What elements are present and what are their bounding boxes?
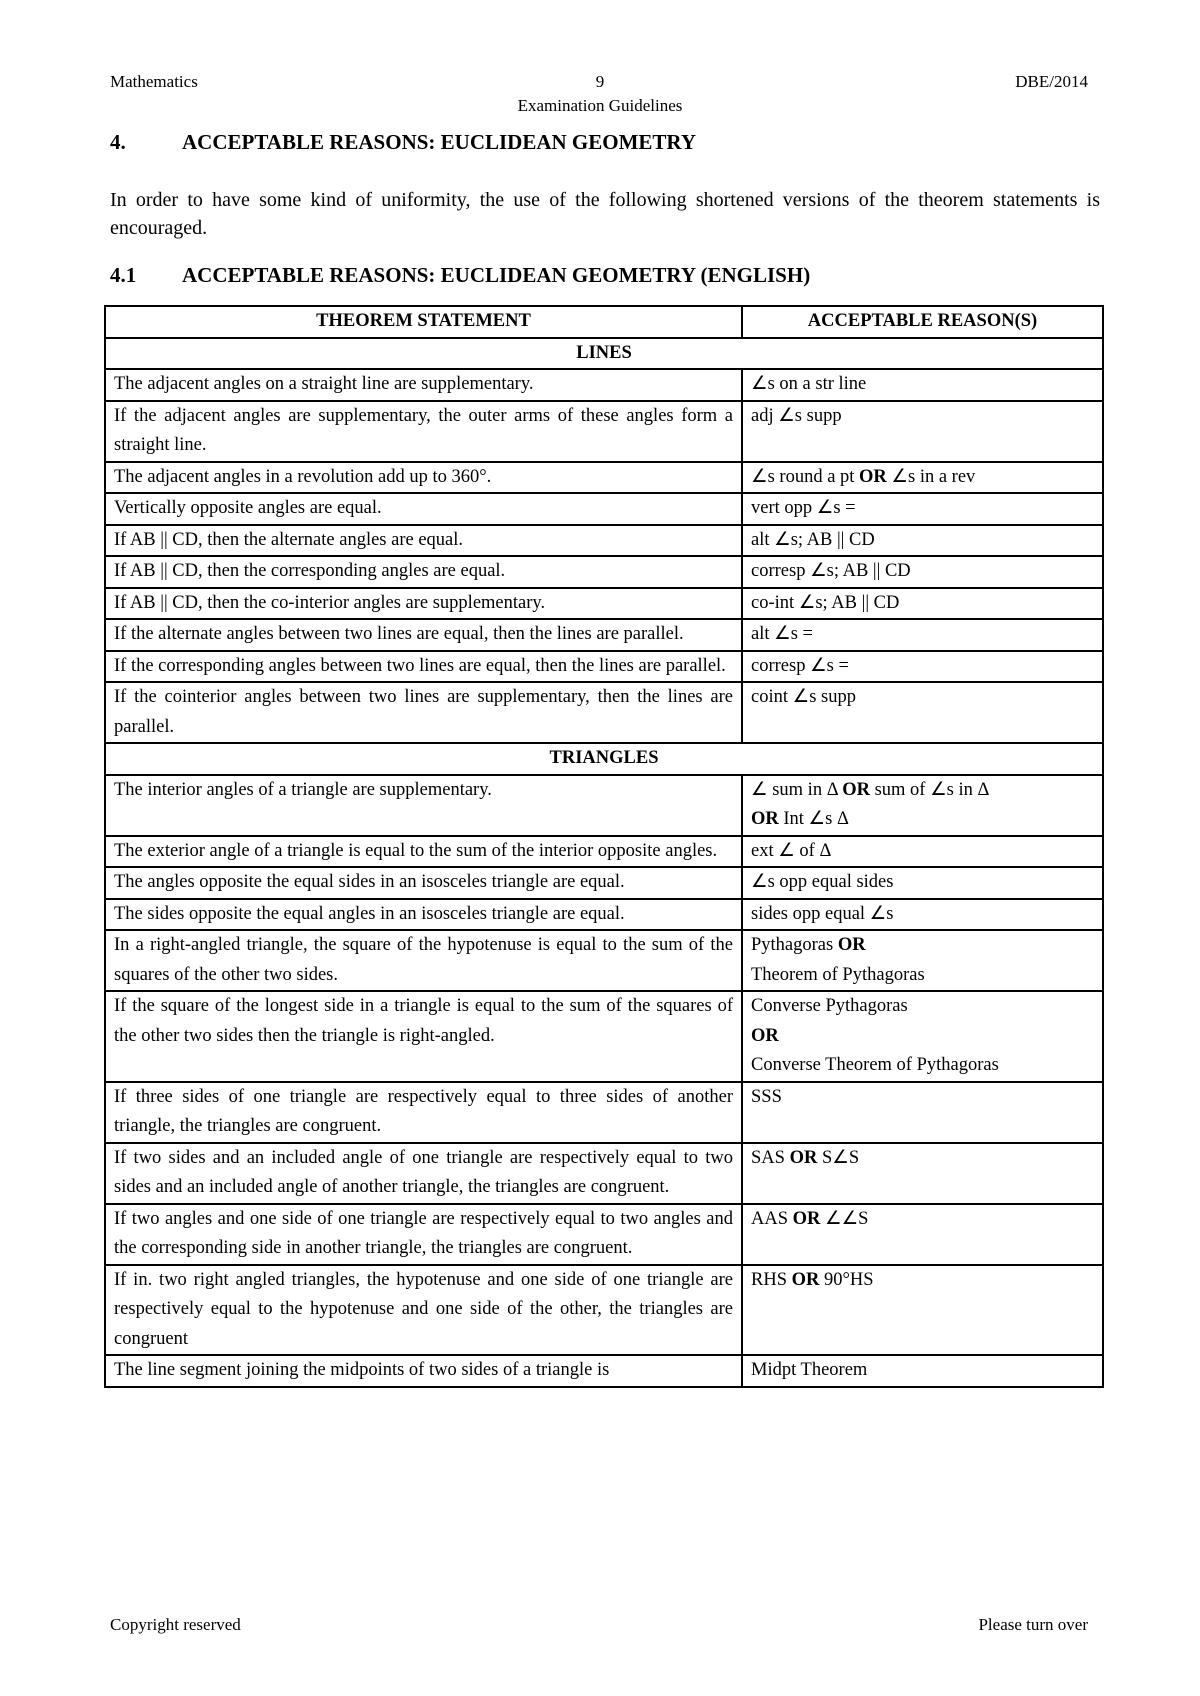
table-row: [105, 1204, 1103, 1265]
reason-line: SSS: [751, 1086, 782, 1107]
theorem-statement: If the adjacent angles are supplementary, the outer arms of these angles form a straight line.: [105, 401, 742, 462]
reason-line: RHS OR 90°HS: [751, 1269, 874, 1290]
table-row: [105, 930, 1103, 991]
header-subtitle: Examination Guidelines: [517, 96, 683, 115]
theorem-statement: If two angles and one side of one triangle are respectively equal to two angles and the corresponding side in another triangle, the triangles are congruent.: [105, 1204, 742, 1265]
table-header-row: [105, 306, 1103, 338]
intro-paragraph: In order to have some kind of uniformity, the use of the following shortened versions of the theorem statements is encouraged.: [110, 189, 1100, 239]
lines-heading-label: LINES: [105, 338, 1103, 370]
acceptable-reason: [742, 836, 1103, 868]
table-row: [105, 525, 1103, 557]
reason-line: SAS OR S∠S: [751, 1147, 860, 1168]
theorem-statement: The sides opposite the equal angles in an isosceles triangle are equal.: [105, 899, 742, 931]
header-subject: Mathematics: [110, 72, 198, 91]
theorem-statement: If in. two right angled triangles, the hypotenuse and one side of one triangle are respectively equal to the hypotenuse and one side of the other, the triangles are congruent: [105, 1265, 742, 1356]
acceptable-reason: [742, 930, 1103, 991]
table-row: [105, 493, 1103, 525]
table-row: [105, 651, 1103, 683]
reason-line: ext ∠ of Δ: [751, 840, 832, 861]
table-row: [105, 1265, 1103, 1356]
table-row: [105, 1355, 1103, 1387]
theorem-statement: In a right-angled triangle, the square of the hypotenuse is equal to the sum of the squares of the other two sides.: [105, 930, 742, 991]
theorem-statement: If the alternate angles between two lines are equal, then the lines are parallel.: [105, 619, 742, 651]
page-number: 9: [595, 72, 605, 91]
acceptable-reason: [742, 775, 1103, 836]
acceptable-reason: [742, 1143, 1103, 1204]
acceptable-reason: vert opp ∠s =: [742, 493, 1103, 525]
acceptable-reason: ∠s on a str line: [742, 369, 1103, 401]
table-row: [105, 899, 1103, 931]
acceptable-reason: co-int ∠s; AB || CD: [742, 588, 1103, 620]
theorem-statement: If the cointerior angles between two lines are supplementary, then the lines are parallel.: [105, 682, 742, 743]
table-row: [105, 369, 1103, 401]
acceptable-reason: [742, 867, 1103, 899]
theorem-statement: If three sides of one triangle are respectively equal to three sides of another triangle, the triangles are congruent.: [105, 1082, 742, 1143]
table-row: [105, 682, 1103, 743]
table-row: [105, 775, 1103, 836]
reason-line: Converse Pythagoras: [751, 996, 908, 1016]
theorem-statement: The adjacent angles in a revolution add up to 360°.: [105, 462, 742, 494]
section-4-title: ACCEPTABLE REASONS: EUCLIDEAN GEOMETRY: [182, 130, 697, 154]
section-4-1-heading: [110, 263, 810, 288]
section-4-1-title: ACCEPTABLE REASONS: EUCLIDEAN GEOMETRY (ENGLISH): [182, 263, 811, 287]
acceptable-reason: [742, 1204, 1103, 1265]
acceptable-reason: alt ∠s; AB || CD: [742, 525, 1103, 557]
acceptable-reason: corresp ∠s; AB || CD: [742, 556, 1103, 588]
acceptable-reason: [742, 899, 1103, 931]
reason-line: sides opp equal ∠s: [751, 903, 894, 924]
acceptable-reason: [742, 1265, 1103, 1356]
footer-copyright: Copyright reserved: [110, 1615, 241, 1634]
triangles-heading-label: TRIANGLES: [105, 743, 1103, 775]
section-4-heading: [110, 130, 696, 155]
theorem-statement: The adjacent angles on a straight line are supplementary.: [105, 369, 742, 401]
theorem-statement: If AB || CD, then the alternate angles are equal.: [105, 525, 742, 557]
col-header-reason: ACCEPTABLE REASON(S): [742, 306, 1103, 338]
acceptable-reason: [742, 991, 1103, 1082]
footer-turn-over: Please turn over: [978, 1615, 1088, 1634]
table-row: [105, 401, 1103, 462]
reason-line: OR: [751, 1025, 779, 1046]
reason-line: Theorem of Pythagoras: [751, 964, 925, 985]
reason-line: ∠s opp equal sides: [751, 872, 894, 892]
reason-line: Midpt Theorem: [751, 1360, 868, 1380]
theorem-statement: The line segment joining the midpoints of two sides of a triangle is: [105, 1355, 742, 1387]
col-header-statement: THEOREM STATEMENT: [105, 306, 742, 338]
table-row: [105, 991, 1103, 1082]
theorem-statement: If AB || CD, then the co-interior angles are supplementary.: [105, 588, 742, 620]
triangles-heading: [105, 743, 1103, 775]
theorem-statement: If the square of the longest side in a triangle is equal to the sum of the squares of the other two sides then the triangle is right-angled.: [105, 991, 742, 1082]
acceptable-reason: corresp ∠s =: [742, 651, 1103, 683]
table-row: [105, 1082, 1103, 1143]
table-row: [105, 836, 1103, 868]
table-body: [105, 338, 1103, 1387]
theorem-statement: If the corresponding angles between two lines are equal, then the lines are parallel.: [105, 651, 742, 683]
acceptable-reason: [742, 1082, 1103, 1143]
theorem-statement: If AB || CD, then the corresponding angles are equal.: [105, 556, 742, 588]
reason-line: Converse Theorem of Pythagoras: [751, 1055, 999, 1075]
acceptable-reason: coint ∠s supp: [742, 682, 1103, 743]
section-4-number: 4.: [110, 130, 126, 154]
theorem-statement: If two sides and an included angle of one triangle are respectively equal to two sides and an included angle of another triangle, the triangles are congruent.: [105, 1143, 742, 1204]
theorem-statement: The interior angles of a triangle are supplementary.: [105, 775, 742, 836]
table-row: [105, 588, 1103, 620]
lines-heading: [105, 338, 1103, 370]
acceptable-reason: ∠s round a pt OR ∠s in a rev: [742, 462, 1103, 494]
acceptable-reason: adj ∠s supp: [742, 401, 1103, 462]
theorem-statement: Vertically opposite angles are equal.: [105, 493, 742, 525]
table-row: [105, 867, 1103, 899]
reason-line: AAS OR ∠∠S: [751, 1208, 869, 1229]
table-row: [105, 462, 1103, 494]
header-code: DBE/2014: [1015, 72, 1088, 91]
table-row: [105, 1143, 1103, 1204]
acceptable-reason: [742, 1355, 1103, 1387]
reasons-table: [104, 305, 1104, 1388]
reason-line: ∠ sum in Δ OR sum of ∠s in Δ: [751, 779, 990, 800]
reason-line: OR Int ∠s Δ: [751, 809, 849, 829]
table-row: [105, 619, 1103, 651]
reason-line: Pythagoras OR: [751, 935, 866, 955]
section-4-1-number: 4.1: [110, 263, 137, 287]
theorem-statement: The angles opposite the equal sides in an isosceles triangle are equal.: [105, 867, 742, 899]
table-row: [105, 556, 1103, 588]
acceptable-reason: alt ∠s =: [742, 619, 1103, 651]
theorem-statement: The exterior angle of a triangle is equal to the sum of the interior opposite angles.: [105, 836, 742, 868]
